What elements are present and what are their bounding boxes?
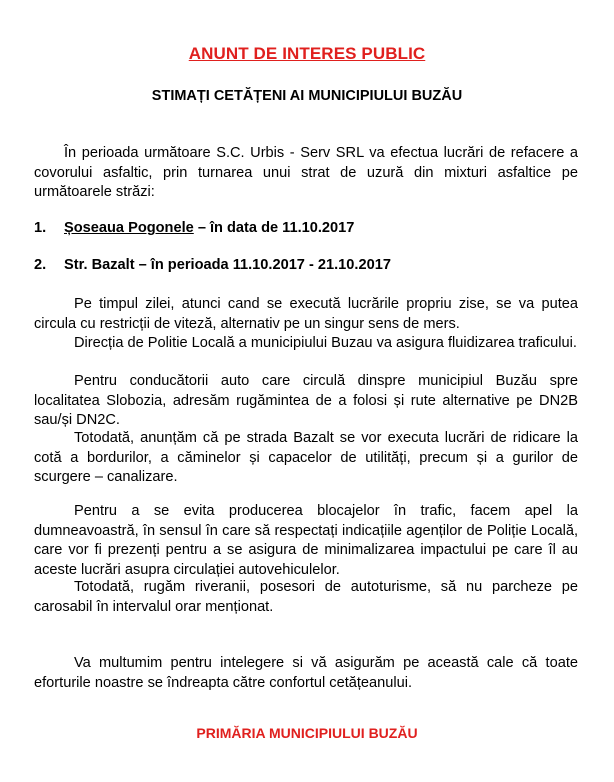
street-item-1 [34, 220, 578, 236]
paragraph-thanks: Va multumim pentru intelegere si vă asigurăm pe această cale că toate eforturile noastre se îndreapta către confortul cetățeanului. [34, 655, 578, 691]
announcement-title: ANUNT DE INTERES PUBLIC [188, 44, 426, 63]
paragraph-traffic-restrictions: Pe timpul zilei, atunci cand se execută lucrările propriu zise, se va putea circula cu restricții de viteză, alternativ pe un singur sens de mers. [34, 296, 578, 332]
street-number: 1. [34, 220, 47, 236]
paragraph-parking: Totodată, rugăm riveranii, posesori de autoturisme, să nu parcheze pe carosabil în intervalul orar menționat. [34, 579, 578, 615]
street-period: – în perioada 11.10.2017 - 21.10.2017 [134, 257, 391, 273]
intro-paragraph: În perioada următoare S.C. Urbis - Serv SRL va efectua lucrări de refacere a covorului asfaltic, prin turnarea unui strat de uzură din mixturi asfaltice pe următoarele străzi: [34, 145, 578, 200]
street-name: Str. Bazalt [64, 257, 135, 273]
street-name: Șoseaua Pogonele [64, 220, 194, 236]
paragraph-avoid-blockages: Pentru a se evita producerea blocajelor în trafic, facem apel la dumneavoastră, în sensul în care să respectați indicațiile agenților de Poliție Locală, care vor fi prezenți pentru a se asigura de minimalizarea impactului pe care îl au aceste lucrări asupra circulației autovehiculelor. [34, 503, 578, 578]
street-period: – în data de 11.10.2017 [193, 220, 355, 236]
street-number: 2. [34, 257, 47, 273]
paragraph-bazalt-works: Totodată, anunțăm că pe strada Bazalt se vor executa lucrări de ridicare la cotă a bordurilor, a căminelor și capacelor de utilități, precum și a gurilor de scurgere – canalizare. [34, 430, 578, 485]
paragraph-local-police: Direcția de Politie Locală a municipiului Buzau va asigura fluidizarea traficului. [74, 335, 577, 351]
street-item-2 [34, 257, 578, 273]
announcement-subtitle: STIMAȚI CETĂȚENI AI MUNICIPIULUI BUZĂU [151, 88, 463, 104]
signature-city-hall: PRIMĂRIA MUNICIPIULUI BUZĂU [196, 725, 418, 741]
paragraph-alternative-routes: Pentru conducătorii auto care circulă dinspre municipiul Buzău spre localitatea Slobozia, adresăm rugămintea de a folosi și rute alternative pe DN2B sau/și DN2C. [34, 373, 578, 428]
